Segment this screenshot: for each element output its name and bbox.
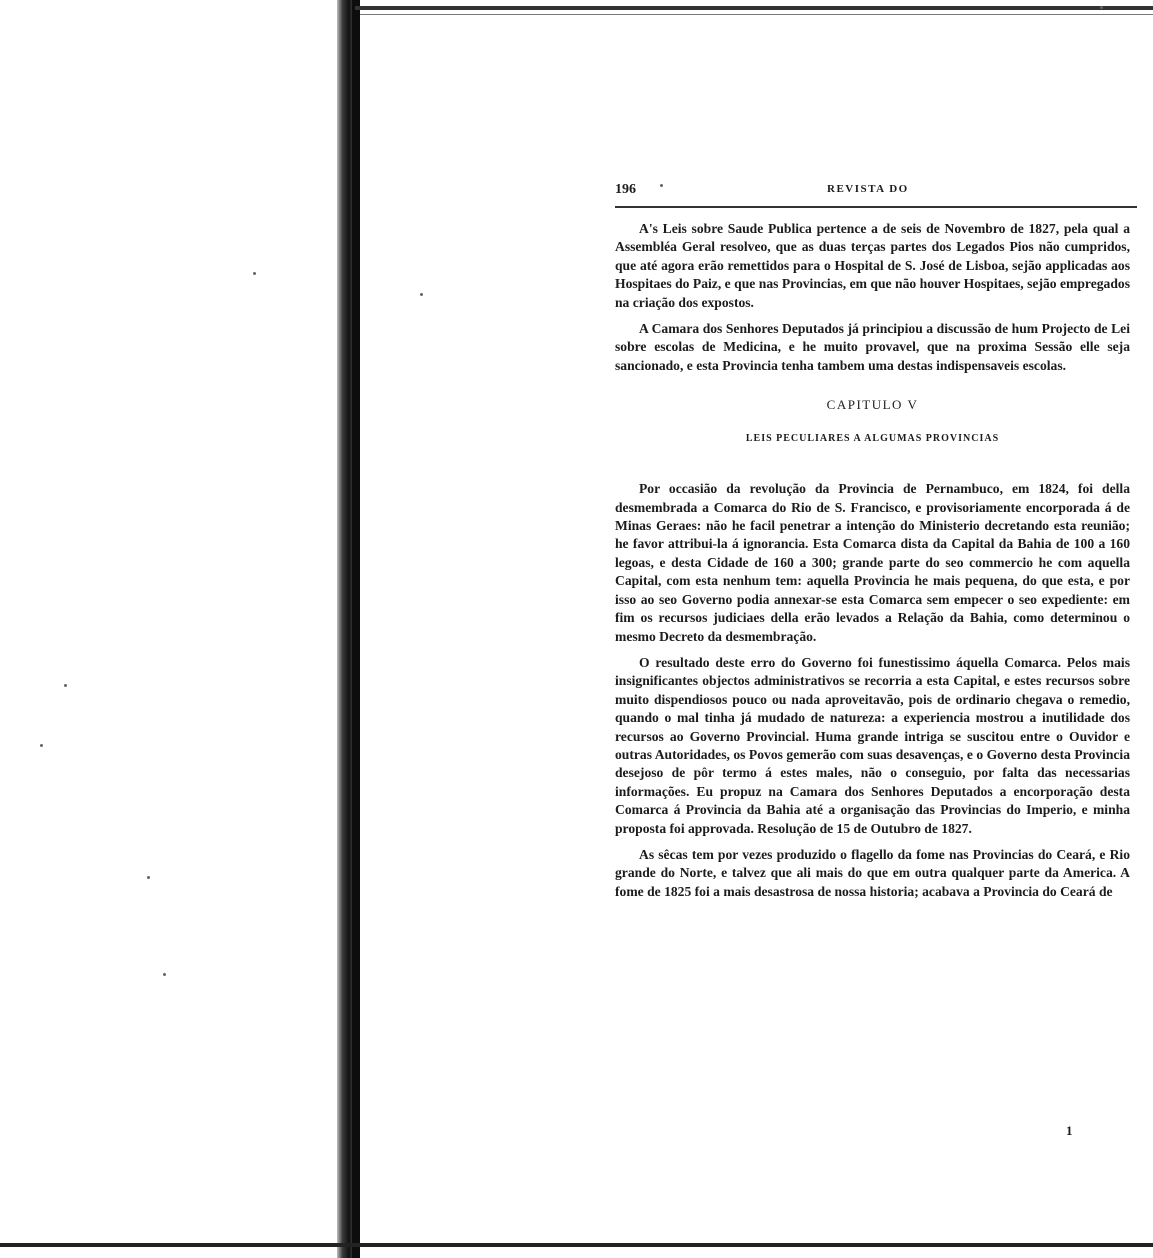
running-title: REVISTA DO (827, 183, 909, 195)
scan-speck (40, 744, 43, 747)
running-header (615, 180, 1130, 202)
paragraph: Por occasião da revolução da Provincia de Pernambuco, em 1824, foi della desmembrada a Comarca do Rio de S. Francisco, e provisoriamente encorporada á de Minas Geraes: não he facil penetrar a intenção do Ministerio decretando esta reunião; he favor attribui-la á ignorancia. Esta Comarca dista da Capital da Bahia de 100 a 160 legoas, e desta Cidade de 160 a 300; grande parte do seo commercio he com aquella Capital, com esta nenhum tem: aquella Provincia he mais pequena, do que esta, e por isso ao seo Governo podia annexar-se esta Comarca sem empecer o seo expediente: em fim os recursos judiciaes della erão levados a Relação da Bahia, como determinou o mesmo Decreto da desmembração. (615, 481, 1130, 644)
signature-mark: 1 (1066, 1123, 1073, 1138)
chapter-subtitle: LEIS PECULIARES A ALGUMAS PROVINCIAS (745, 433, 1000, 445)
scan-top-edge (355, 6, 1153, 10)
scan-bottom-edge (0, 1243, 1153, 1247)
header-divider (615, 206, 1137, 208)
book-spine-edge (352, 0, 360, 1258)
left-blank-page (0, 0, 348, 1258)
paragraph: A Camara dos Senhores Deputados já principiou a discussão de hum Projecto de Lei sobre escolas de Medicina, e he muito provavel, que na proxima Sessão elle seja sancionado, e esta Provincia tenha tambem uma destas indispensaveis escolas. (615, 321, 1130, 373)
scan-speck (64, 684, 67, 687)
scan-speck (1100, 6, 1103, 9)
paragraph: A's Leis sobre Saude Publica pertence a de seis de Novembro de 1827, pela qual a Assembléa Geral resolveo, que as duas terças partes dos Legados Pios não cumpridos, que até agora erão remettidos para o Hospital de S. José de Lisboa, sejão applicadas aos Hospitaes do Paiz, e que nas Provincias, em que não houver Hospitaes, sejão empregados na criação dos expostos. (615, 221, 1130, 310)
scan-speck (163, 973, 166, 976)
scan-speck (253, 272, 256, 275)
page-content (615, 180, 1130, 909)
paragraph: O resultado deste erro do Governo foi funestissimo áquella Comarca. Pelos mais insignificantes objectos administrativos se recorria a esta Capital, e estes recursos sobre muito dispendiosos pouco ou nada aproveitavão, pois de ordinario chegava o remedio, quando o mal tinha já mudado de natureza: a experiencia mostrou a inutilidade dos recursos ao Governo Provincial. Huma grande intriga se suscitou entre o Ouvidor e outras Autoridades, os Povos gemerão com suas desavenças, e o Governo desta Provincia desejoso de pôr termo á estes males, não o conseguio, por falta das necessarias informações. Eu propuz na Camara dos Senhores Deputados a encorporação desta Comarca á Provincia da Bahia até a organisação das Provincias do Imperio, e minha proposta foi approvada. Resolução de 15 de Outubro de 1827. (615, 654, 1130, 836)
scan-speck (420, 293, 423, 296)
chapter-title: CAPITULO V (826, 397, 919, 413)
paragraph: As sêcas tem por vezes produzido o flagello da fome nas Provincias do Ceará, e Rio grande do Norte, e talvez que ali mais do que em outra qualquer parte da America. A fome de 1825 foi a mais desastrosa de nossa historia; acabava a Provincia do Ceará de (615, 846, 1130, 899)
page-number: 196 (615, 182, 636, 197)
scan-top-edge-thin (360, 14, 1153, 15)
scan-speck (147, 876, 150, 879)
